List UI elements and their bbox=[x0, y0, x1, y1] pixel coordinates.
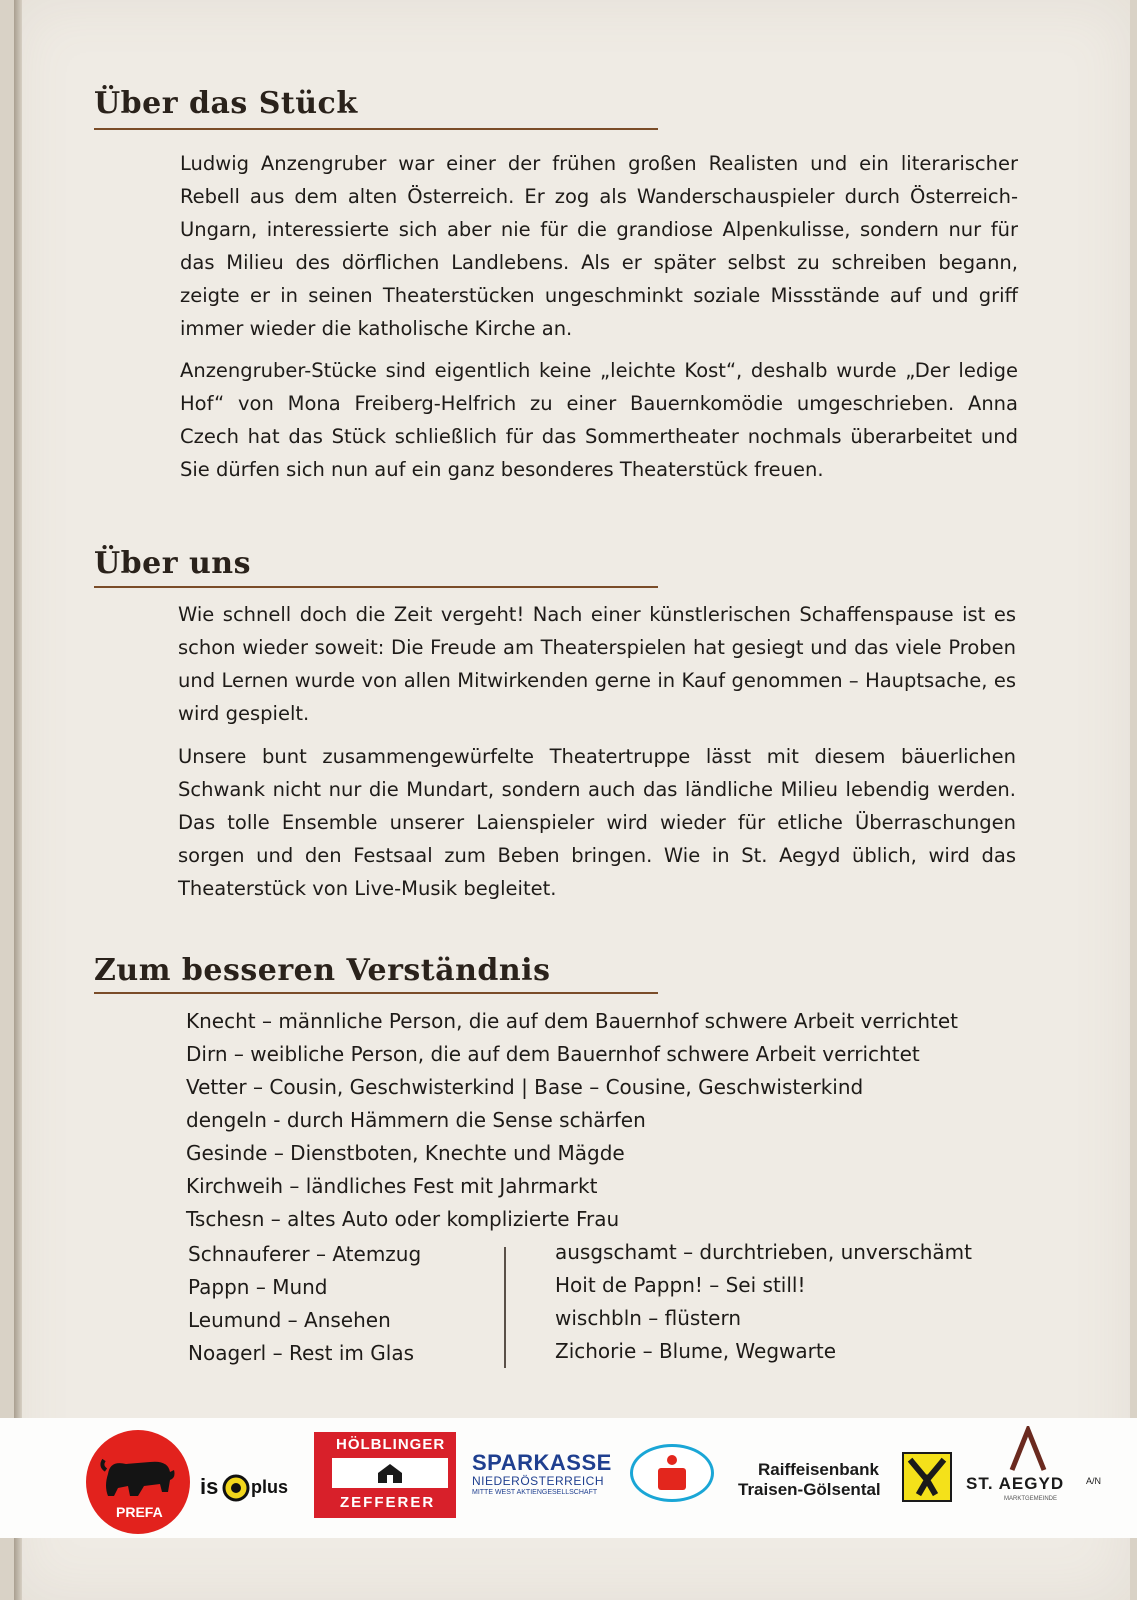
prefa-logo bbox=[86, 1430, 190, 1534]
paragraph-about-play-1: Ludwig Anzengruber war einer der frühen großen Realisten und ein literarischer Rebell aus dem alten Österreich. Er zog als Wanderschauspieler durch Österreich-Ungarn, interessierte sich aber nie für die grandiose Alpenkulisse, sondern nur für das Milieu des dörflichen Landlebens. Als er später selbst zu schreiben begann, zeigte er in seinen Theaterstücken ungeschminkt soziale Missstände auf und griff immer wieder die katholische Kirche an. bbox=[180, 152, 1018, 340]
st-aegyd-subtitle: MARKTGEMEINDE bbox=[1004, 1496, 1058, 1502]
glossary-left-item: Noagerl – Rest im Glas bbox=[188, 1341, 414, 1365]
mountain-icon bbox=[1006, 1426, 1050, 1472]
raiffeisen-branch: Traisen-Gölsental bbox=[738, 1480, 881, 1499]
heading-about-play: Über das Stück bbox=[94, 86, 358, 121]
sponsor-band bbox=[0, 1418, 1137, 1538]
glossary-line: Dirn – weibliche Person, die auf dem Bauernhof schwere Arbeit verrichtet bbox=[186, 1042, 920, 1066]
sparkasse-s-icon bbox=[655, 1454, 689, 1492]
page-edge bbox=[14, 0, 22, 1600]
glossary-right-item: ausgschamt – durchtrieben, unverschämt bbox=[555, 1240, 972, 1264]
glossary-right-item: wischbln – flüstern bbox=[555, 1306, 742, 1330]
glossary-line: Gesinde – Dienstboten, Knechte und Mägde bbox=[186, 1141, 625, 1165]
paragraph-about-us-2: Unsere bunt zusammengewürfelte Theatertruppe lässt mit diesem bäuerlichen Schwank nicht nur die Mundart, sondern auch das ländliche Milieu lebendig werden. Das tolle Ensemble unserer Laienspieler wird wieder für etliche Überraschungen sorgen und den Festsaal zum Beben bringen. Wie in St. Aegyd üblich, wird das Theaterstück von Live-Musik begleitet. bbox=[178, 745, 1016, 900]
raiffeisen-logo bbox=[736, 1458, 946, 1514]
glossary-right-item: Zichorie – Blume, Wegwarte bbox=[555, 1339, 837, 1363]
heading-glossary: Zum besseren Verständnis bbox=[94, 953, 551, 988]
hoelblinger-logo bbox=[314, 1432, 456, 1518]
glossary-line: Knecht – männliche Person, die auf dem Bauernhof schwere Arbeit verrichtet bbox=[186, 1009, 958, 1033]
sparkasse-emblem bbox=[630, 1444, 714, 1502]
heading-about-us: Über uns bbox=[94, 546, 251, 581]
glossary-right-item: Hoit de Pappn! – Sei still! bbox=[555, 1273, 806, 1297]
raiffeisen-gable-icon bbox=[902, 1452, 952, 1502]
sparkasse-logo bbox=[470, 1450, 716, 1510]
st-aegyd-name: ST. AEGYD bbox=[966, 1474, 1065, 1493]
isoplus-left: is bbox=[200, 1474, 219, 1499]
hoelblinger-center-panel bbox=[332, 1458, 448, 1488]
heading-rule-about-play bbox=[94, 128, 658, 130]
glossary-line: Tschesn – altes Auto oder komplizierte Frau bbox=[186, 1207, 620, 1231]
prefa-wordmark: PREFA bbox=[116, 1504, 163, 1520]
heading-rule-glossary bbox=[94, 992, 658, 994]
glossary-line: Kirchweih – ländliches Fest mit Jahrmarkt bbox=[186, 1174, 598, 1198]
house-icon bbox=[376, 1462, 404, 1484]
glossary-left-item: Leumund – Ansehen bbox=[188, 1308, 391, 1332]
paragraph-about-play-2: Anzengruber-Stücke sind eigentlich keine „leichte Kost“, deshalb wurde „Der ledige Hof“ von Mona Freiberg-Helfrich zu einer Bauernkomödie umgeschrieben. Anna Czech hat das Stück schließlich für das Sommertheater nochmals überarbeitet und Sie dürfen sich nun auf ein ganz besonderes Theaterstück freuen. bbox=[180, 359, 1018, 481]
isoplus-o-icon bbox=[222, 1474, 250, 1502]
zefferer-name: ZEFFERER bbox=[340, 1494, 436, 1511]
isoplus-logo bbox=[198, 1468, 298, 1508]
sparkasse-region: NIEDERÖSTERREICH bbox=[472, 1474, 605, 1488]
glossary-left-item: Schnauferer – Atemzug bbox=[188, 1242, 422, 1266]
heading-rule-about-us bbox=[94, 586, 658, 588]
st-aegyd-logo bbox=[966, 1424, 1116, 1524]
glossary-line: Vetter – Cousin, Geschwisterkind | Base – Cousine, Geschwisterkind bbox=[186, 1075, 864, 1099]
sparkasse-subtitle: MITTE WEST AKTIENGESELLSCHAFT bbox=[472, 1489, 598, 1496]
paragraph-about-us-1: Wie schnell doch die Zeit vergeht! Nach einer künstlerischen Schaffenspause ist es schon wieder soweit: Die Freude am Theaterspielen hat gesiegt und das viele Proben und Lernen wurde von allen Mitwirkenden gerne in Kauf genommen – Hauptsache, es wird gespielt. bbox=[178, 603, 1016, 725]
glossary-line: dengeln - durch Hämmern die Sense schärfen bbox=[186, 1108, 646, 1132]
hoelblinger-name: HÖLBLINGER bbox=[336, 1436, 446, 1453]
st-aegyd-suffix: A/N bbox=[1086, 1476, 1102, 1486]
raiffeisen-name: Raiffeisenbank bbox=[758, 1460, 879, 1479]
glossary-column-divider bbox=[504, 1247, 506, 1368]
isoplus-right: plus bbox=[251, 1477, 289, 1497]
sparkasse-name: SPARKASSE bbox=[472, 1450, 612, 1475]
glossary-left-item: Pappn – Mund bbox=[188, 1275, 328, 1299]
